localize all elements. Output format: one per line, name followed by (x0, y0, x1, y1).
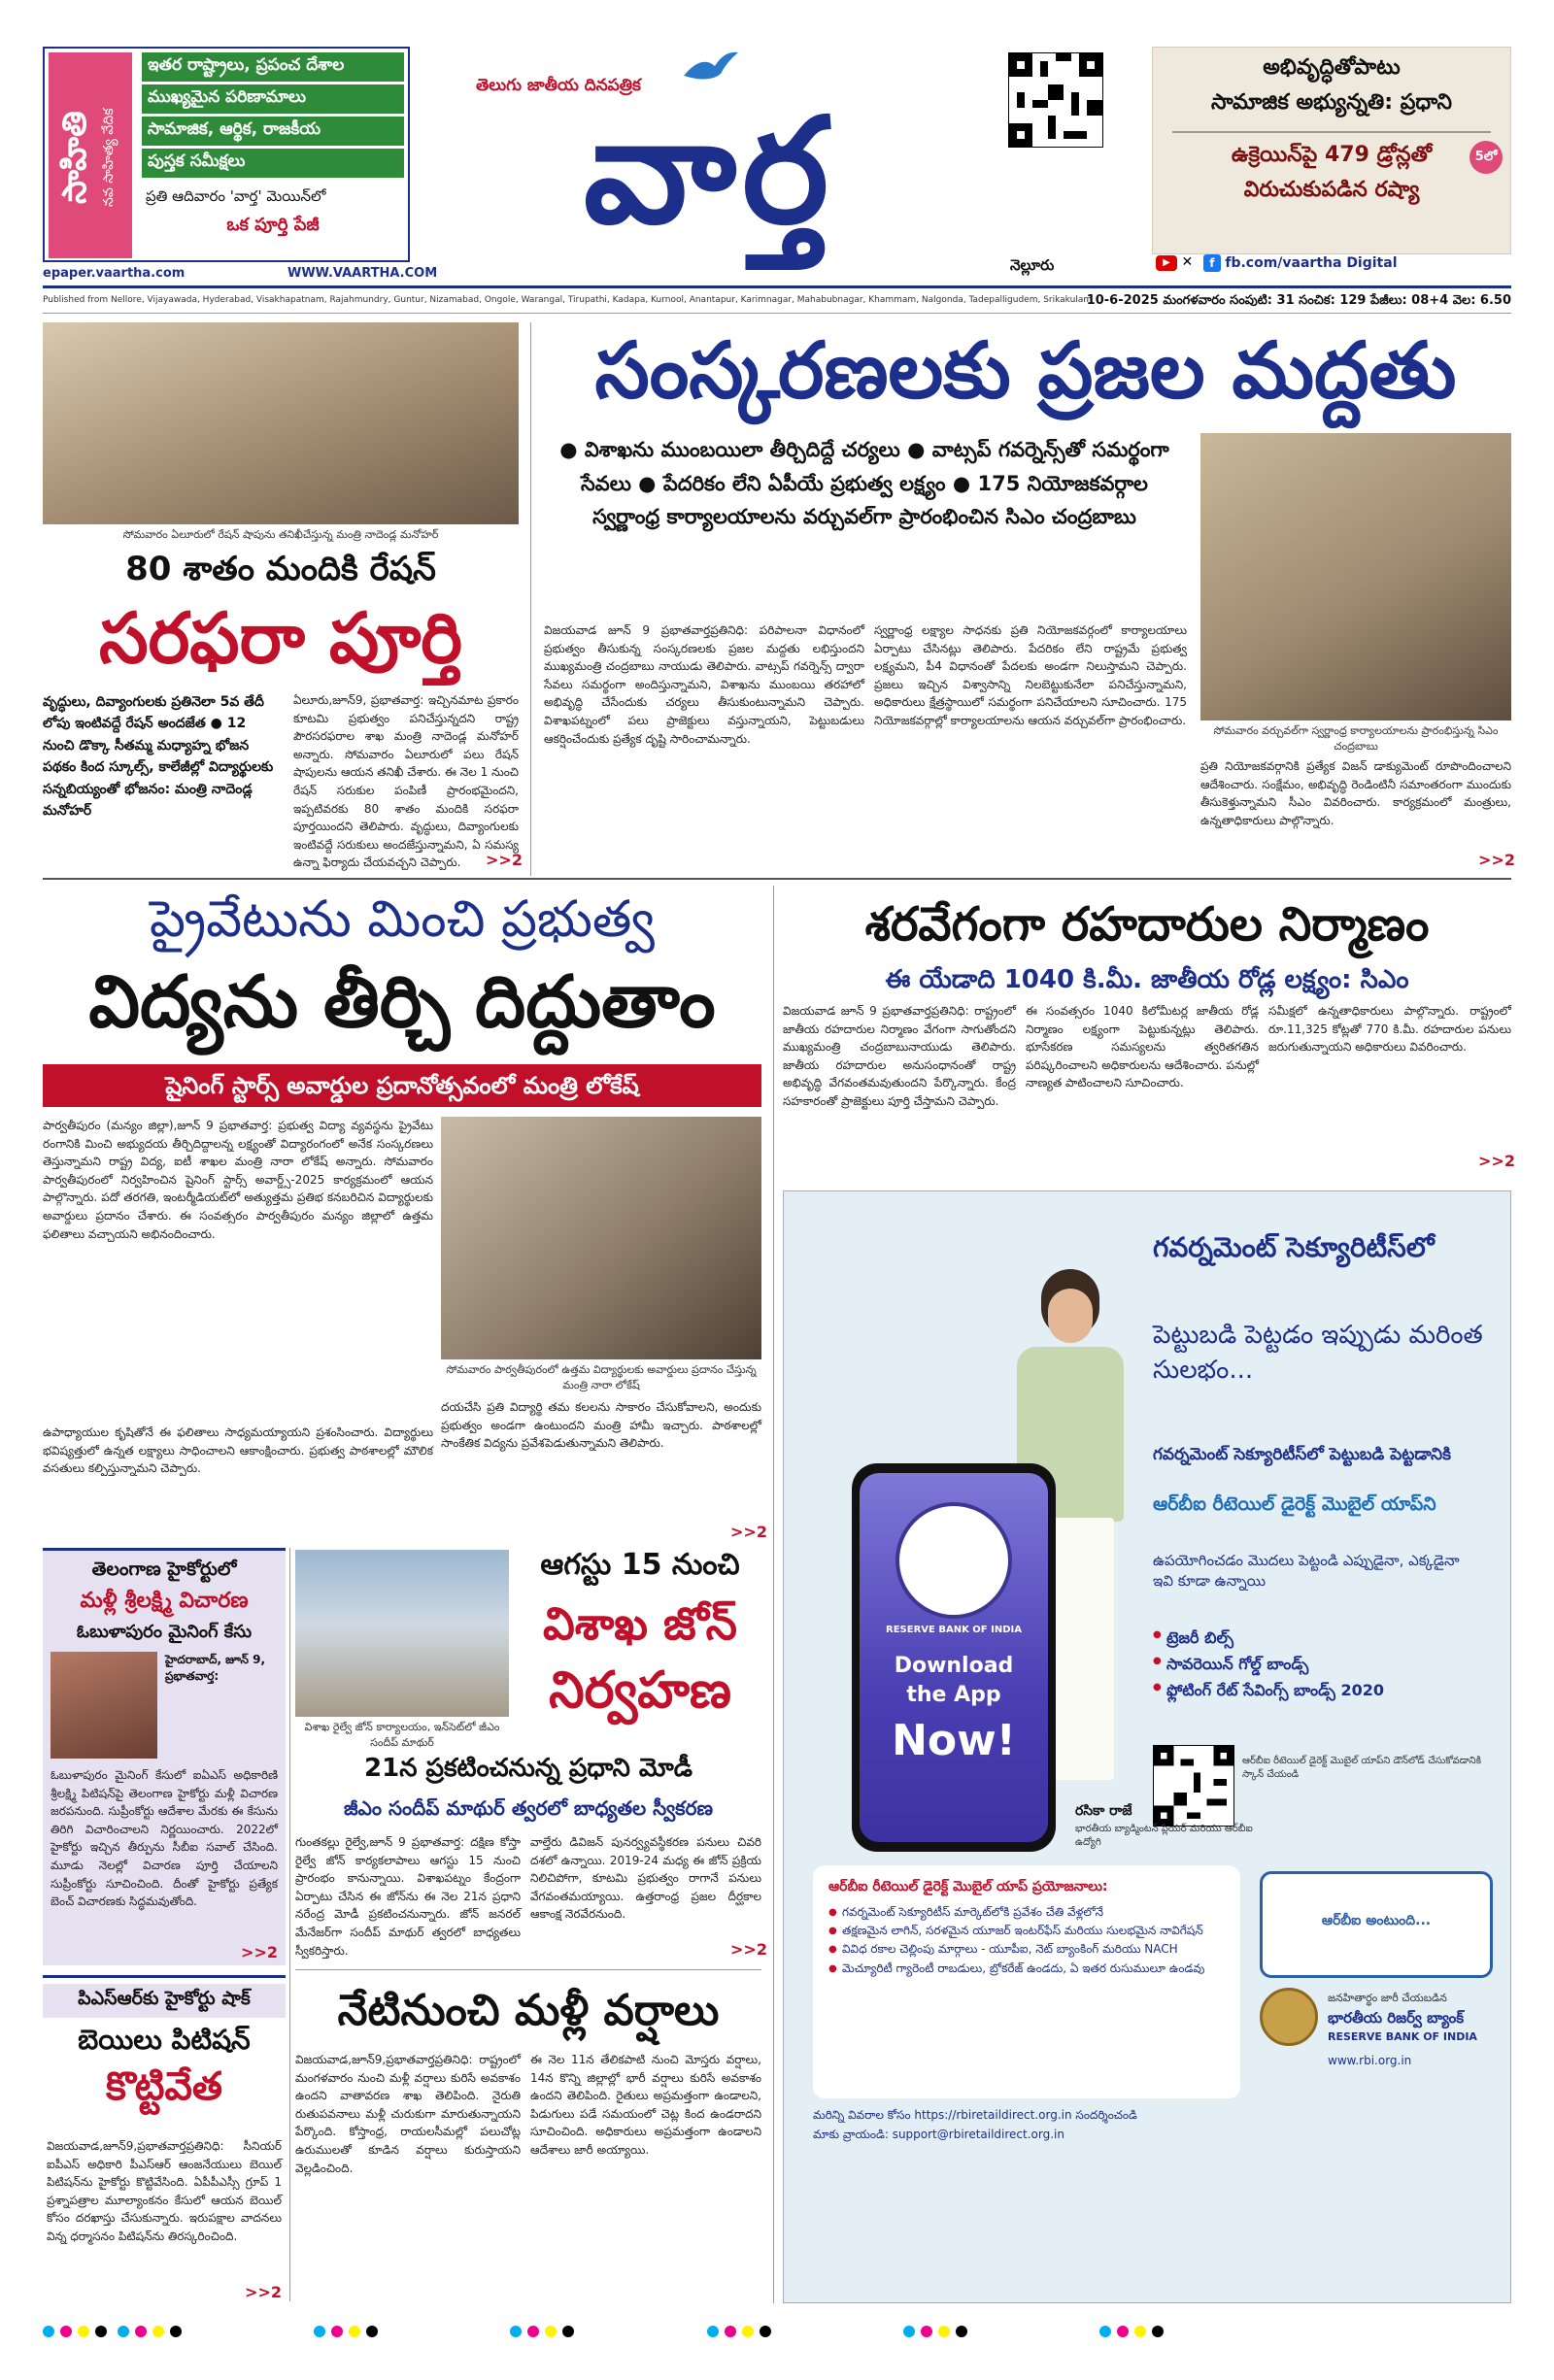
masthead-rule (43, 285, 1511, 288)
lead-col2: స్వర్ణాంధ్ర లక్ష్యాల సాధనకు ప్రతి నియోజకవర్గంలో కార్యాలయాలు ఏర్పాటు చేసినట్లు తెలిపారు. పేదరికం లేని రాష్ట్రమే ప్రభుత్వ లక్ష్యమని, పీ4 విధానంతో పేదలకు అండగా నిలుస్తామని చెప్పారు. ప్రజలు ఇచ్చిన విశ్వాసాన్ని నిలబెట్టుకునేలా పనిచేస్తున్నామని, అధికారులు క్షేత్రస్థాయిలో సమర్థంగా పనిచేయాలని సూచించారు. 175 నియోజకవర్గాల్లో కార్యాలయాలను ఆయన వర్చువల్‌గా ప్రారంభించారు. (874, 623, 1187, 727)
ad-qr-note: ఆర్‌బీఐ రీటెయిల్ డైరెక్ట్ మొబైల్ యాప్‌ని డౌన్‌లోడ్ చేసుకోవడానికి స్కాన్ చేయండి (1242, 1756, 1481, 1780)
roads-more[interactable]: >>2 (1478, 1152, 1515, 1170)
roads-col2: ఈ సంవత్సరం 1040 కిలోమీటర్ల జాతీయ రోడ్ల నిర్మాణం లక్ష్యంగా పెట్టుకున్నట్లు తెలిపారు. భూసేకరణ సమస్యలను త్వరితగతిన పరిష్కరించాలని అధికారులను ఆదేశించారు. పనుల్లో నాణ్యత పాటించాలని సూచించారు. (1026, 1004, 1259, 1090)
ad-benefit: ● వివిధ రకాల చెల్లింపు మార్గాలు - యూపీఐ, నెట్ బ్యాంకింగ్ మరియు NACH (828, 1940, 1225, 1959)
social-handle[interactable]: fb.com/vaartha Digital (1225, 255, 1398, 271)
page-ref-badge[interactable]: 5లో (1470, 141, 1503, 174)
qr-code[interactable] (1008, 52, 1103, 148)
lead-photo (1200, 433, 1511, 721)
ad-sticker: ఆర్‌బీఐ అంటుంది... (1260, 1871, 1493, 1978)
lead-headline: సంస్కరణలకు ప్రజల మద్దతు (594, 325, 1457, 416)
ration-photo (43, 322, 519, 524)
ration-headline: సరఫరా పూర్తి (99, 597, 462, 679)
ration-caption: సోమవారం ఏలూరులో రేషన్ షాపును తనిఖీచేస్తున్న మంత్రి నాదెండ్ల మనోహర్ (122, 528, 439, 541)
youtube-icon[interactable]: ▶ (1156, 255, 1177, 271)
rbi-url[interactable]: www.rbi.org.in (1328, 2054, 1412, 2067)
bird-icon (682, 49, 740, 87)
vizag-col1: గుంతకల్లు రైల్వే,జూన్ 9 ప్రభాతవార్త: దక్షిణ కోస్తా రైల్వే జోన్ కార్యకలాపాలు ఆగస్టు 15 నుంచి ప్రారంభం కానున్నాయి. విశాఖపట్నం కేంద్రంగా ఏర్పాటు చేసిన ఈ జోన్‌ను ఈ నెల 21న ప్రధాని నరేంద్ర మోడీ ప్రకటించనున్నారు. జోన్ జనరల్ మేనేజర్‌గా సందీప్ మాథుర్ త్వరలో బాధ్యతలు స్వీకరిస్తారు. (295, 1835, 521, 1958)
logo: వార్త (583, 87, 835, 256)
ad-item: ● సావరెయిన్ గోల్డ్ బాండ్స్ (1153, 1651, 1483, 1677)
website-link[interactable]: WWW.VAARTHA.COM (287, 266, 438, 281)
ration-highlights: వృద్ధులు, దివ్యాంగులకు ప్రతినెలా 5వ తేదీ లోపు ఇంటివద్దే రేషన్ అందజేత ● 12 నుంచి డొక్కా సీతమ్మ మధ్యాహ్న భోజన పథకం కింద స్కూల్స్, కాలేజీల్లో విద్యార్థులకు సన్నబియ్యంతో భోజనం: మంత్రి నాదెండ్ల మనోహర్ (43, 694, 274, 819)
edition-name: నెల్లూరు (1010, 256, 1055, 274)
section-rule (43, 878, 1511, 880)
ad-sub3: ఉపయోగించడం మొదలు పెట్టండి ఎప్పుడైనా, ఎక్కడైనా ఇవి కూడా ఉన్నాయి (1153, 1552, 1460, 1590)
ad-item: ● ట్రెజరీ బిల్స్ (1153, 1625, 1483, 1651)
ad-model-desc: భారతీయ బ్యాడ్మింటన్ ప్లేయర్ మరియు ఆర్‌బీఐ ఉద్యోగి (1075, 1824, 1253, 1848)
rains-col2: ఈ నెల 11న తేలికపాటి నుంచి మోస్తరు వర్షాలు, 14న కొన్ని జిల్లాల్లో భారీ వర్షాలు కురిసే అవకాశం ఉందని తెలిపింది. రైతులు అప్రమత్తంగా ఉండాలని, పిడుగులు పడే సమయంలో చెట్ల కింద ఉండరాదని సూచించింది. అధికారులు అప్రమత్తంగా ఉండాలని ఆదేశాలు జారీ అయ్యాయి. (530, 2053, 761, 2157)
vizag-headline1: విశాఖ జోన్ (543, 1597, 737, 1650)
section-rule (295, 1969, 761, 1970)
ad-item: ● ఫ్లోటింగ్ రేట్ సేవింగ్స్ బాండ్స్ 2020 (1153, 1677, 1483, 1703)
vizag-caption: విశాఖ రైల్వే జోన్ కార్యాలయం, ఇన్‌సెట్‌లో జీఎం సందీప్ మాథుర్ (304, 1721, 500, 1749)
column-divider (773, 886, 774, 2303)
rains-headline: నేటినుంచి మళ్లీ వర్షాలు (337, 1986, 720, 2035)
ad-model-name: రసికా రాజే (1075, 1803, 1132, 1819)
facebook-icon[interactable]: f (1203, 254, 1221, 272)
ad-issuer3: RESERVE BANK OF INDIA (1328, 2030, 1477, 2043)
ad-email[interactable]: మాకు వ్రాయండి: support@rbiretaildirect.org.in (813, 2128, 1064, 2141)
vizag-headline2: నిర్వహణ (549, 1661, 731, 1720)
roads-headline: శరవేగంగా రహదారుల నిర్మాణం (864, 897, 1430, 952)
lead-caption: సోమవారం వర్చువల్‌గా స్వర్ణాంధ్ర కార్యాలయాలను ప్రారంభిస్తున్న సిఎం చంద్రబాబు (1213, 724, 1499, 753)
dateline: 10-6-2025 మంగళవారం సంపుటి: 31 సంచిక: 129 పేజీలు: 08+4 వెల: 6.50 (1086, 293, 1511, 308)
roads-col3: సమీక్షలో ఉన్నతాధికారులు పాల్గొన్నారు. రాష్ట్రంలో రూ.11,325 కోట్లతో 770 కి.మీ. రహదారుల పనులు జరుగుతున్నాయని అధికారులు వివరించారు. (1268, 1004, 1511, 1055)
education-body3: దయచేసి ప్రతి విద్యార్థి తమ కలలను సాకారం చేసుకోవాలని, అందుకు ప్రభుత్వం అండగా ఉంటుందని మంత్రి హామీ ఇచ్చారు. పాఠశాలల్లో సాంకేతిక విద్యను ప్రవేశపెడుతున్నామని తెలిపారు. (441, 1400, 761, 1451)
education-banner: షైనింగ్ స్టార్స్ అవార్డుల ప్రదానోత్సవంలో మంత్రి లోకేష్ (43, 1064, 761, 1107)
rbi-ad[interactable] (783, 1190, 1511, 2303)
vizag-sub2: జీఎం సందీప్ మాథుర్ త్వరలో బాధ్యతల స్వీకరణ (344, 1796, 713, 1820)
ad-benefit: ● గవర్నమెంట్ సెక్యూరిటీస్ మార్కెట్‌లోకి ప్రవేశం చేతి వేళ్లలోనే (828, 1903, 1225, 1922)
roads-sub: ఈ యేడాది 1040 కి.మీ. జాతీయ రోడ్ల లక్ష్యం: సిఎం (885, 965, 1409, 994)
promo-left (43, 47, 410, 262)
srilakshmi-photo (51, 1652, 157, 1759)
ration-body: ఏలూరు,జూన్9, ప్రభాతవార్త: ఇచ్చినమాట ప్రకారం కూటమి ప్రభుత్వం పనిచేస్తున్నదని రాష్ట్ర పౌరసరఫరాల శాఖ మంత్రి నాదెండ్ల మనోహర్ అన్నారు. సోమవారం ఏలూరులో పలు రేషన్ షాపులను ఆయన తనిఖీ చేశారు. ఈ నెల 1 నుంచి రేషన్ సరుకుల పంపిణీ ప్రారంభమైందని, ఇప్పటివరకు 80 శాతం మందికి సరఫరా పూర్తయిందని తెలిపారు. వృద్ధులు, దివ్యాంగులకు ఇంటివద్దే సరుకులు అందజేస్తున్నామని, ఏ సమస్య ఉన్నా ఫిర్యాదు చేయవచ్చని చెప్పారు. (293, 693, 519, 870)
vizag-sub1: 21న ప్రకటించనున్న ప్రధాని మోడీ (364, 1754, 693, 1783)
ad-benefit: ● మెచ్యూరిటీ గ్యారెంటీ రాబడులు, బ్రోకరేజ్ ఉండదు, ఏ ఇతర రుసుములూ ఉండవు (828, 1960, 1225, 1978)
registration-marks (43, 2323, 1511, 2342)
published-from: Published from Nellore, Vijayawada, Hyderabad, Visakhapatnam, Rajahmundry, Guntur, Nizamabad, Ongole, Warangal, Tirupathi, Kadapa, Kurnool, Anantapur, Karimnagar, Mahabubnagar, Khammam, Nalgonda, Tadepalligudem, Srikakulam (43, 295, 1093, 305)
education-body2: ఉపాధ్యాయుల కృషితోనే ఈ ఫలితాలు సాధ్యమయ్యాయని ప్రశంసించారు. విద్యార్థులు భవిష్యత్తులో ఉన్నత లక్ష్యాలు సాధించాలని ఆకాంక్షించారు. ప్రభుత్వ పాఠశాలల్లో మౌలిక వసతులు కల్పిస్తున్నామని చెప్పారు. (43, 1425, 433, 1476)
promo-left-footer: ప్రతి ఆదివారం 'వార్త' మెయిన్‌లో (146, 187, 326, 205)
rbi-seal-icon (895, 1502, 1012, 1619)
ad-sub2: ఆర్‌బీఐ రీటెయిల్ డైరెక్ట్ మొబైల్ యాప్‌ని (1153, 1493, 1436, 1515)
rbi-emblem-icon (1260, 1988, 1318, 2046)
column-divider (530, 322, 531, 876)
x-icon[interactable]: ✕ (1181, 254, 1194, 270)
ration-more[interactable]: >>2 (486, 851, 523, 869)
column-divider (289, 1548, 290, 2301)
sahiti-badge: సాహితి నవ సాహిత్య వేదిక (49, 52, 132, 258)
education-headline: విద్యను తీర్చి దిద్దుతాం (88, 960, 716, 1044)
promo-left-line: ఇతర రాష్ట్రాలు, ప్రపంచ దేశాల (142, 52, 404, 82)
vizag-photo (295, 1550, 509, 1717)
rains-col1: విజయవాడ,జూన్9,ప్రభాతవార్తప్రతినిధి: రాష్ట్రంలో మంగళవారం నుంచి మళ్లీ వర్షాలు కురిసే అవకాశం ఉందని వాతావరణ శాఖ తెలిపింది. నైరుతి రుతుపవనాలు మళ్లీ చురుకుగా మారుతున్నాయని పేర్కొంది. కోస్తాంధ్ర, రాయలసీమల్లో పలుచోట్ల ఉరుములతో కూడిన వర్షాలు కురుస్తాయని వెల్లడించింది. (295, 2053, 521, 2175)
promo-left-line: పుస్తక సమీక్షలు (142, 149, 404, 178)
social-icons[interactable] (1156, 254, 1505, 276)
education-photo (441, 1117, 761, 1359)
promo-left-line: సామాజిక, ఆర్థిక, రాజకీయ (142, 117, 404, 146)
education-more[interactable]: >>2 (730, 1523, 767, 1541)
vizag-more[interactable]: >>2 (730, 1940, 767, 1959)
ad-sub1: గవర్నమెంట్ సెక్యూరిటీస్‌లో పెట్టుబడి పెట్టడానికి (1153, 1445, 1451, 1464)
bail-box: పిఎస్‌ఆర్‌కు హైకోర్టు షాక్ బెయిలు పిటిషన్ కొట్టివేత విజయవాడ,జూన్9,ప్రభాతవార్తప్రతినిధి: సీనియర్ ఐపీఎస్ అధికారి పీఎస్ఆర్ ఆంజనేయులు బెయిల్ పిటిషన్‌ను హైకోర్టు కొట్టివేసింది. ఏపీపీఎస్సీ గ్రూప్ 1 ప్రశ్నాపత్రాల మూల్యాంకనం కేసులో ఆయన బెయిల్ కోసం దరఖాస్తు చేసుకున్నారు. ఇరుపక్షాల వాదనలు విన్న ధర్మాసనం పిటిషన్‌ను తిరస్కరించింది. >>2 (43, 1975, 286, 2301)
ad-title: గవర్నమెంట్ సెక్యూరిటీస్‌లో (1153, 1231, 1435, 1263)
masthead-tagline: తెలుగు జాతీయ దినపత్రిక (476, 76, 641, 95)
vizag-kicker: ఆగస్టు 15 నుంచి (540, 1548, 740, 1582)
lead-deck: ● విశాఖను ముంబయిలా తీర్చిదిద్దే చర్యలు ● వాట్సప్ గవర్నెన్స్‌తో సమర్థంగా సేవలు ● పేదరికం లేని ఏపీయే ప్రభుత్వ లక్ష్యం ● 175 నియోజకవర్గాల స్వర్ణాంధ్ర కార్యాలయాలను వర్చువల్‌గా ప్రారంభించిన సిఎం చంద్రబాబు (559, 438, 1169, 529)
promo-left-line: ముఖ్యమైన పరిణామాలు (142, 84, 404, 114)
education-kicker: ప్రైవేటును మించి ప్రభుత్వ (150, 890, 655, 949)
ad-line2: పెట్టుబడి పెట్టడం ఇప్పుడు మరింత సులభం... (1153, 1321, 1483, 1386)
ad-more-info[interactable]: మరిన్ని వివరాల కోసం https://rbiretaildirect.org.in సందర్శించండి (813, 2108, 1137, 2122)
ration-kicker: 80 శాతం మందికి రేషన్ (125, 550, 436, 588)
ad-benefits-box: ఆర్‌బీఐ రీటెయిల్ డైరెక్ట్ మొబైల్ యాప్ ప్రయోజనాలు: ● గవర్నమెంట్ సెక్యూరిటీస్ మార్కెట్‌లోకి ప్రవేశం చేతి వేళ్లలోనే ● తక్షణమైన లాగిన్, సరళమైన యూజర్ ఇంటర్‌ఫేస్ మరియు సులభమైన నావిగేషన్ ● వివిధ రకాల చెల్లింపు మార్గాలు - యూపీఐ, నెట్ బ్యాంకింగ్ మరియు NACH ● మెచ్యూరిటీ గ్యారెంటీ రాబడులు, బ్రోకరేజ్ ఉండదు, ఏ ఇతర రుసుములూ ఉండవు (813, 1865, 1240, 2098)
ad-issuer2: భారతీయ రిజర్వ్ బ్యాంక్ (1328, 2009, 1465, 2027)
lead-col3: ప్రతి నియోజకవర్గానికి ప్రత్యేక విజన్ డాక్యుమెంట్ రూపొందించాలని ఆదేశించారు. సంక్షేమం, అభివృద్ధి రెండింటినీ సమాంతరంగా ముందుకు తీసుకెళ్తున్నామని సీఎం వివరించారు. కార్యక్రమంలో మంత్రులు, ఉన్నతాధికారులు పాల్గొన్నారు. (1200, 759, 1511, 827)
vizag-col2: వాల్తేరు డివిజన్ పునర్వ్యవస్థీకరణ పనులు చివరి దశలో ఉన్నాయి. 2019-24 మధ్య ఈ జోన్ ప్రక్రియ నిలిచిపోగా, కూటమి ప్రభుత్వం రాగానే పనులు వేగవంతమయ్యాయి. ఉత్తరాంధ్ర ప్రజల దీర్ఘకాల ఆకాంక్ష నెరవేరనుంది. (530, 1835, 761, 1922)
ad-issuer1: జనహితార్థం జారీ చేయబడిన (1328, 1992, 1447, 2004)
epaper-link[interactable]: epaper.vaartha.com (43, 266, 186, 281)
ad-phone: RESERVE BANK OF INDIA Download the App Now! (852, 1463, 1056, 1852)
dateline-rule (43, 313, 1511, 314)
roads-col1: విజయవాడ జూన్ 9 ప్రభాతవార్తప్రతినిధి: రాష్ట్రంలో జాతీయ రహదారుల నిర్మాణం వేగంగా సాగుతోందని ముఖ్యమంత్రి చంద్రబాబునాయుడు తెలిపారు. జాతీయ రహదారుల అనుసంధానంతో రాష్ట్ర అభివృద్ధి వేగవంతమవుతుందని పేర్కొన్నారు. కేంద్ర సహకారంతో ప్రాజెక్టులు పూర్తి చేస్తామని చెప్పారు. (783, 1004, 1016, 1108)
lead-more[interactable]: >>2 (1478, 851, 1515, 869)
lead-col1: విజయవాడ జూన్ 9 ప్రభాతవార్తప్రతినిధి: పరిపాలనా విధానంలో ప్రభుత్వం తీసుకున్న సంస్కరణలకు ప్రజల మద్దతు లభిస్తుందని ముఖ్యమంత్రి చంద్రబాబు నాయుడు తెలిపారు. వాట్సప్ గవర్నెన్స్ ద్వారా సేవలు సమర్థంగా అందిస్తున్నామని, విశాఖను ముంబయి తరహాలో అభివృద్ధి చేసేందుకు చర్యలు తీసుకుంటున్నామని చెప్పారు. విశాఖపట్నంలో పలు ప్రాజెక్టులు వస్తున్నాయని, పెట్టుబడులు ఆకర్షించేందుకు ప్రత్యేక దృష్టి సారించామన్నారు. (544, 623, 864, 746)
promo-right: అభివృద్ధితోపాటు సామాజిక అభ్యున్నతి: ప్రధాని 5లో ఉక్రెయిన్‌పై 479 డ్రోన్లతో విరుచుకుపడిన రష్యా (1152, 47, 1511, 254)
ad-benefit: ● తక్షణమైన లాగిన్, సరళమైన యూజర్ ఇంటర్‌ఫేస్ మరియు సులభమైన నావిగేషన్ (828, 1922, 1225, 1940)
ad-items (1153, 1625, 1483, 1704)
education-body1: పార్వతీపురం (మన్యం జిల్లా),జూన్ 9 ప్రభాతవార్త: ప్రభుత్వ విద్యా వ్యవస్థను ప్రైవేటు రంగానికి మించి అభ్యుదయ తీర్చిదిద్దాలన్న లక్ష్యంతో విద్యారంగంలో అనేక సంస్కరణలు తెస్తున్నామని రాష్ట్ర విద్య, ఐటీ శాఖల మంత్రి నారా లోకేష్ అన్నారు. సోమవారం పార్వతీపురంలో నిర్వహించిన షైనింగ్ స్టార్స్ అవార్డ్స్-2025 కార్యక్రమంలో ఆయన పాల్గొన్నారు. పదో తరగతి, ఇంటర్మీడియట్‌లో అత్యుత్తమ ప్రతిభ కనబరిచిన విద్యార్థులకు అవార్డులు ప్రదానం చేశారు. ఈ సంవత్సరం పార్వతీపురం మన్యం జిల్లాలో ఉత్తమ ఫలితాలు వచ్చాయని అభినందించారు. (43, 1119, 433, 1241)
promo-left-footer-strong: ఒక పూర్తి పేజీ (226, 215, 320, 235)
education-caption: సోమవారం పార్వతీపురంలో ఉత్తమ విద్యార్థులకు అవార్డులు ప్రదానం చేస్తున్న మంత్రి నారా లోకేష్ (446, 1363, 757, 1391)
srilakshmi-box: తెలంగాణ హైకోర్టులో మళ్లీ శ్రీలక్ష్మి విచారణ ఓబుళాపురం మైనింగ్ కేసు హైదరాబాద్, జూన్ 9, ప్రభాతవార్త: ఓబుళాపురం మైనింగ్ కేసులో ఐఏఎస్ అధికారిణి శ్రీలక్ష్మి పిటిషన్‌పై తెలంగాణ హైకోర్టు మళ్లీ విచారణ జరపనుంది. సుప్రీంకోర్టు ఆదేశాల మేరకు ఈ కేసును తిరిగి విచారించాలని నిర్ణయించారు. 2022లో హైకోర్టు ఇచ్చిన తీర్పును సీబీఐ సవాల్ చేసింది. మూడు నెలల్లో విచారణ పూర్తి చేయాలని సుప్రీంకోర్టు సూచించింది. దీంతో హైకోర్టు ప్రత్యేక బెంచ్ విచారణకు సిద్ధమవుతోంది. >>2 (43, 1548, 286, 1965)
